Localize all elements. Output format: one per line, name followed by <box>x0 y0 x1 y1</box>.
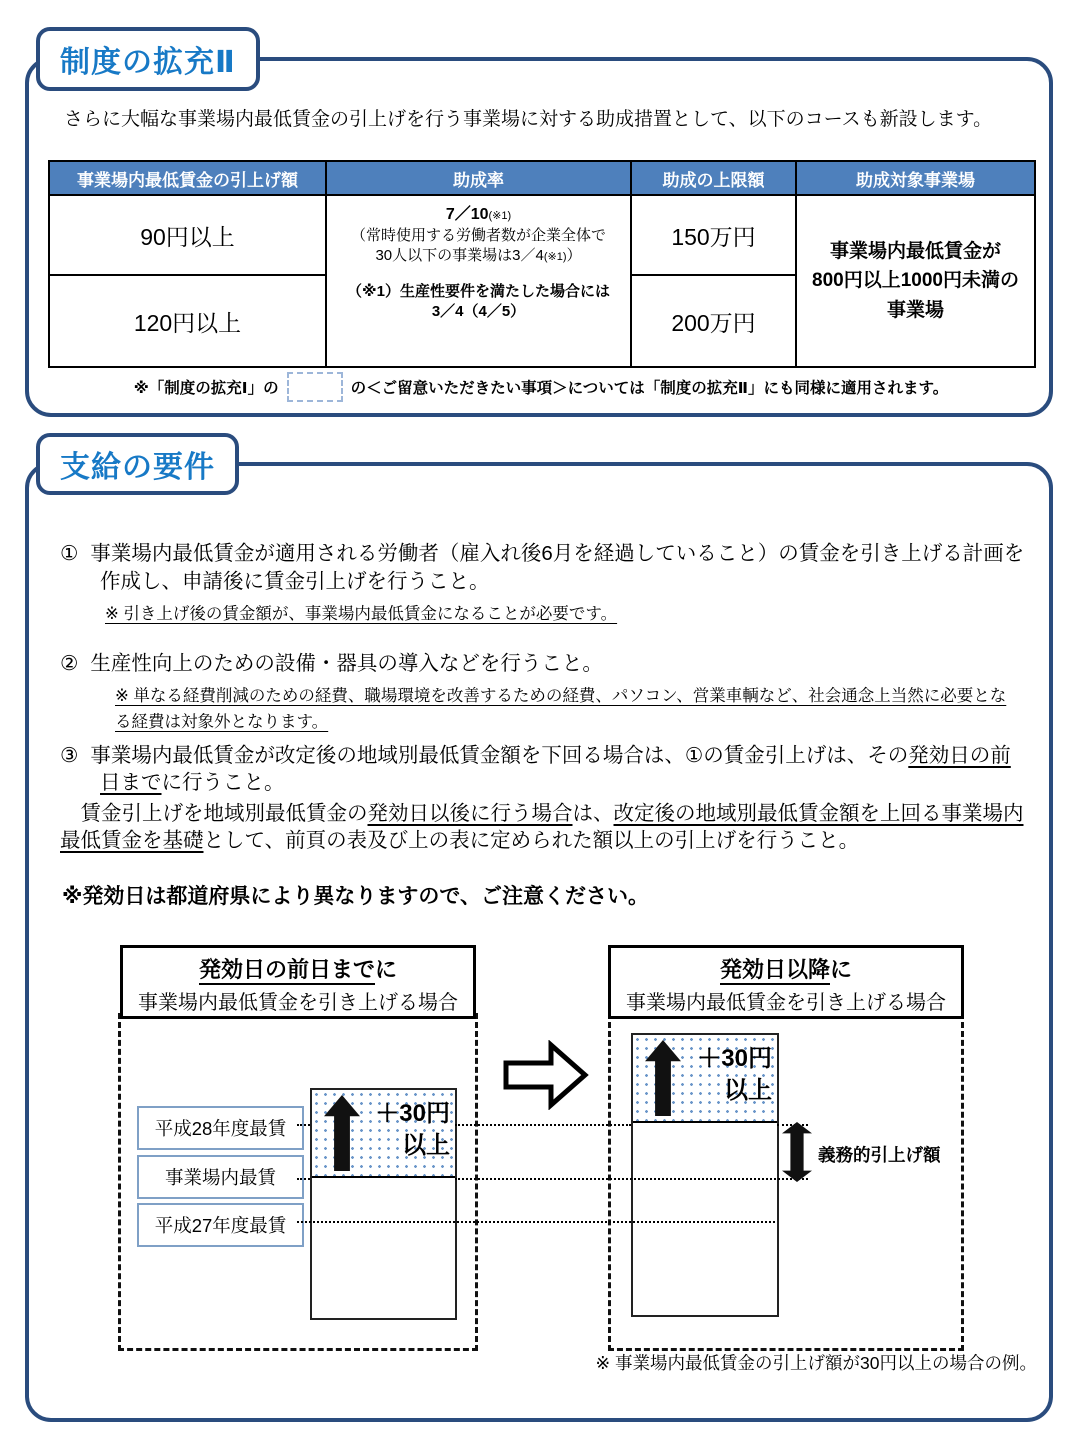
requirement-1-note: ※ 引き上げ後の賃金額が、事業場内最低賃金になることが必要です。 <box>105 605 618 623</box>
right-case-subtitle: 事業場内最低賃金を引き上げる場合 <box>626 992 946 1014</box>
header-raise-amount: 事業場内最低賃金の引上げ額 <box>49 161 326 195</box>
right-raise-text: ＋30円 以上 <box>697 1045 772 1105</box>
level-line-company <box>455 1178 808 1180</box>
rate-line4: （※1）生産性要件を満たした場合には <box>347 283 610 301</box>
rate-main-block <box>327 204 630 266</box>
cell-cap-150: 150万円 <box>631 195 796 275</box>
table-footnote <box>48 372 1034 402</box>
requirement-item-3 <box>60 742 1025 854</box>
level-line-h27 <box>297 1221 775 1223</box>
left-case-title-box <box>120 945 476 1019</box>
right-wage-bar <box>631 1033 779 1317</box>
requirements-section-title: 支給の要件 <box>60 451 215 484</box>
expansion-intro-text: さらに大幅な事業場内最低賃金の引上げを行う事業場に対する助成措置として、以下のコースも新設します。 <box>64 109 993 130</box>
circled-number-1: ① <box>60 542 79 565</box>
subsidy-table <box>48 160 1036 368</box>
left-wage-bar <box>310 1088 457 1320</box>
left-raise-text: ＋30円 以上 <box>375 1100 450 1160</box>
left-case-title: 発効日の前日までに <box>123 953 473 984</box>
header-subsidy-cap: 助成の上限額 <box>631 161 796 195</box>
rate-line3: 30人以下の事業場は3／4(※1)） <box>375 246 582 264</box>
expansion-section-tab <box>36 27 260 91</box>
wage-level-label-h28: 平成28年度最賃 <box>137 1106 304 1150</box>
requirement-1-text: ① 事業場内最低賃金が適用される労働者（雇入れ後6月を経過していること）の賃金を引き上げる計画を作成し、申請後に賃金引上げを行うこと。 <box>60 542 1025 593</box>
requirements-section-tab <box>36 433 239 495</box>
level-line-company <box>297 1178 310 1180</box>
cell-cap-200: 200万円 <box>631 275 796 367</box>
underlined-phrase: 発効日以後に行う場合 <box>367 802 573 826</box>
reference-placeholder-box <box>287 372 343 402</box>
requirement-2-text: ② 生産性向上のための設備・器具の導入などを行うこと。 <box>60 652 603 675</box>
table-footnote-post: の＜ご留意いただきたい事項＞については「制度の拡充Ⅱ」にも同様に適用されます。 <box>350 380 949 397</box>
up-arrow-icon <box>324 1095 360 1171</box>
target-line2: 800円以上1000円未満の <box>812 270 1019 292</box>
target-line1: 事業場内最低賃金が <box>829 240 1001 262</box>
cell-raise-120: 120円以上 <box>49 275 326 367</box>
underlined-phrase: 発効日の前日まで <box>100 744 1011 795</box>
left-case-subtitle: 事業場内最低賃金を引き上げる場合 <box>138 992 458 1014</box>
circled-number-2: ② <box>60 652 79 675</box>
header-target-workplace: 助成対象事業場 <box>796 161 1035 195</box>
level-line-h28 <box>455 1124 631 1126</box>
left-raise-zone <box>312 1090 455 1178</box>
cell-target-workplace <box>796 195 1035 367</box>
wage-raise-diagram <box>25 940 1045 1392</box>
table-row <box>49 195 1035 275</box>
rate-line2: （常時使用する労働者数が企業全体で <box>350 226 606 244</box>
wage-level-label-company: 事業場内最賃 <box>137 1155 304 1199</box>
rate-footnote-block <box>327 282 630 323</box>
target-line3: 事業場 <box>886 299 944 321</box>
rate-line1: 7／10(※1) <box>445 206 512 223</box>
mandatory-raise-label: 義務的引上げ額 <box>818 1145 941 1165</box>
right-raise-zone <box>633 1035 777 1123</box>
wage-level-label-h27: 平成27年度最賃 <box>137 1203 304 1247</box>
right-case-title-box <box>608 945 964 1019</box>
requirement-3-paragraph-2: 賃金引上げを地域別最低賃金の発効日以後に行う場合は、改定後の地域別最低賃金額を上回る事業場内最低賃金を基礎として、前頁の表及び上の表に定められた額以上の引上げを行うこと。 <box>60 802 1024 853</box>
underlined-phrase: 改定後の地域別最低賃金額を上回る事業場内最低賃金を基礎 <box>60 802 1024 853</box>
level-line-h28 <box>297 1124 310 1126</box>
requirement-3-paragraph-1: ③ 事業場内最低賃金が改定後の地域別最低賃金額を下回る場合は、①の賃金引上げは、その発効日の前日までに行うこと。 <box>60 744 1011 795</box>
diagram-footnote: ※ 事業場内最低賃金の引上げ額が30円以上の場合の例。 <box>595 1353 1037 1373</box>
subsidy-table-header-row <box>49 161 1035 195</box>
header-subsidy-rate: 助成率 <box>326 161 631 195</box>
expansion-section-title: 制度の拡充Ⅱ <box>60 46 236 79</box>
table-footnote-pre: ※「制度の拡充Ⅰ」の <box>133 380 279 397</box>
rate-line5: 3／4（4／5） <box>431 303 526 321</box>
requirement-2-note: ※ 単なる経費削減のための経費、職場環境を改善するための経費、パソコン、営業車輌など、社会通念上当然に必要となる経費は対象外となります。 <box>115 687 1007 731</box>
up-arrow-icon <box>645 1040 681 1116</box>
right-case-title: 発効日以降に <box>611 953 961 984</box>
cell-raise-90: 90円以上 <box>49 195 326 275</box>
cell-subsidy-rate <box>326 195 631 367</box>
effective-date-warning: ※発効日は都道府県により異なりますので、ご注意ください。 <box>62 885 649 908</box>
circled-number-3: ③ <box>60 744 79 767</box>
right-arrow-icon <box>503 1040 589 1110</box>
requirement-item-1 <box>60 540 1025 595</box>
requirement-item-2 <box>60 650 1025 678</box>
